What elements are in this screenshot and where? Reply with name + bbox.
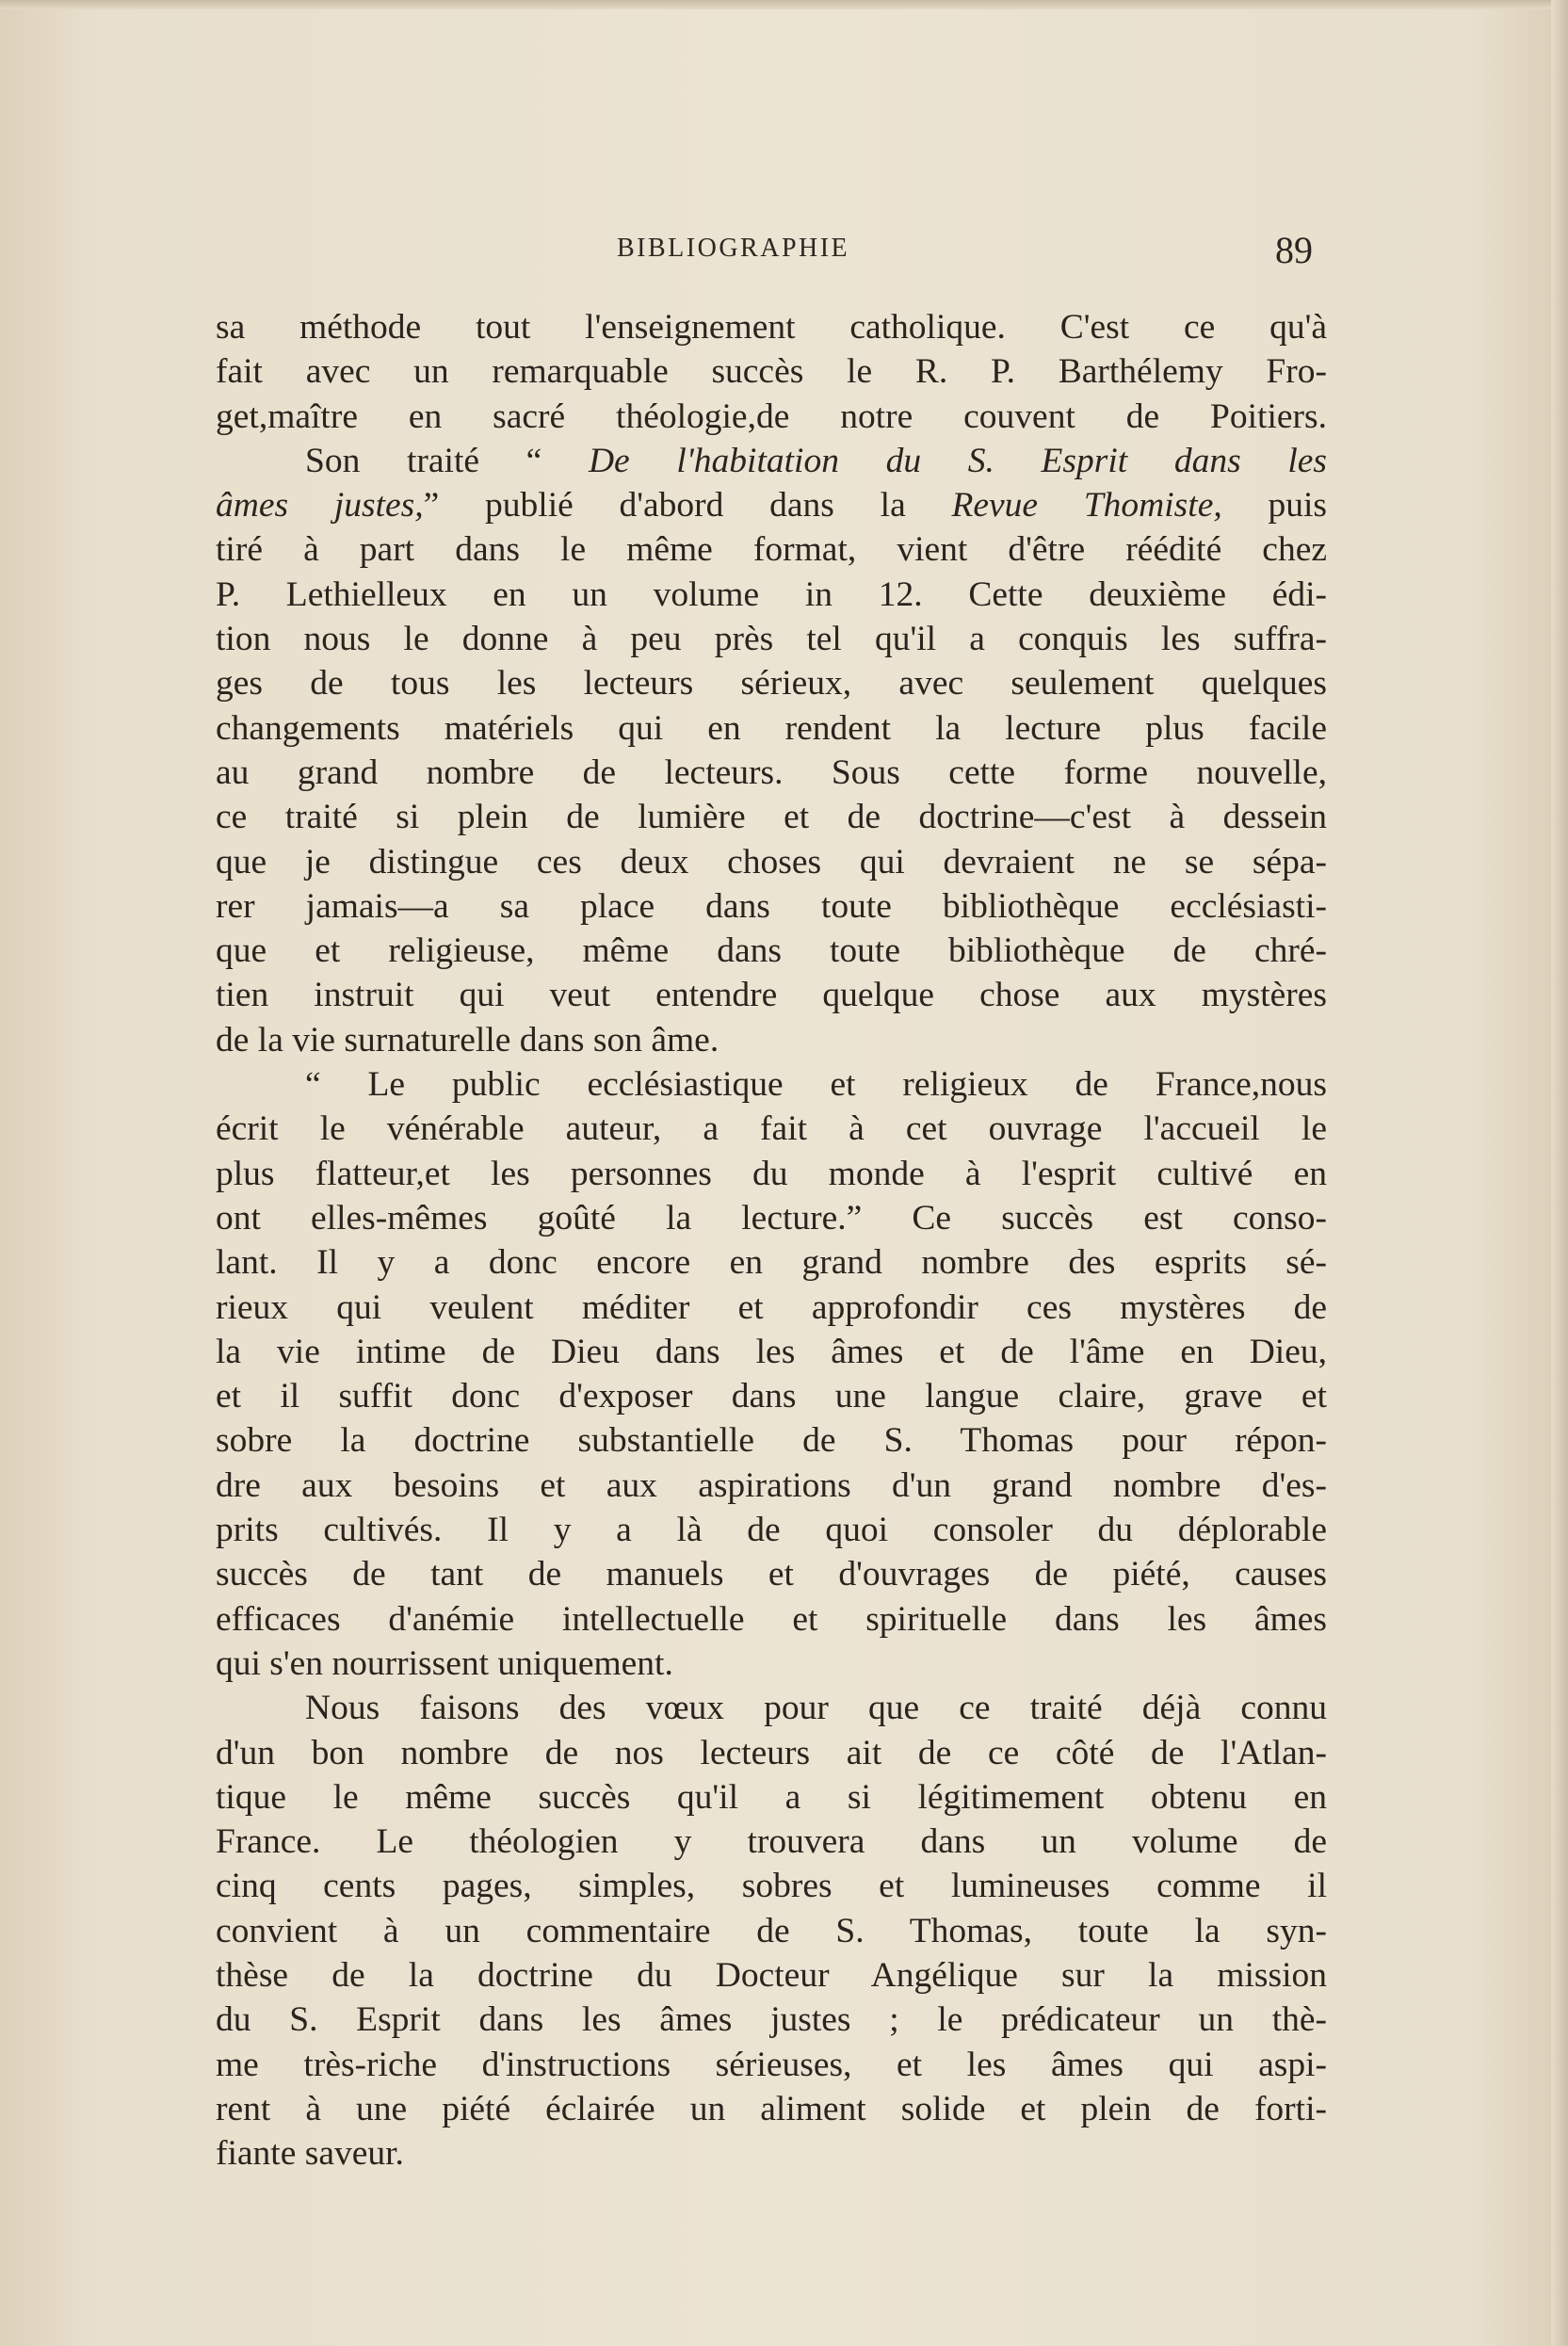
- text-run: Son traité “: [305, 441, 589, 480]
- text-line: et il suffit donc d'exposer dans une langue claire, grave et: [216, 1377, 1327, 1416]
- text-line: plus flatteur,et les personnes du monde à l'esprit cultivé en: [216, 1154, 1327, 1193]
- page-top-edge: [0, 0, 1568, 9]
- text-line: au grand nombre de lecteurs. Sous cette forme nouvelle,: [216, 752, 1327, 792]
- text-line: sa méthode tout l'enseignement catholique. C'est ce qu'à: [216, 308, 1327, 347]
- book-title-italic: De l'habitation du S. Esprit dans les: [588, 441, 1327, 480]
- text-line: du S. Esprit dans les âmes justes ; le prédicateur un thè-: [216, 2000, 1327, 2040]
- text-line: France. Le théologien y trouvera dans un volume de: [216, 1822, 1327, 1862]
- text-line: dre aux besoins et aux aspirations d'un grand nombre d'es-: [216, 1465, 1327, 1505]
- text-line: cinq cents pages, simples, sobres et lumineuses comme il: [216, 1867, 1327, 1906]
- text-line: rieux qui veulent méditer et approfondir ces mystères de: [216, 1287, 1327, 1327]
- text-line: thèse de la doctrine du Docteur Angélique sur la mission: [216, 1955, 1327, 1995]
- journal-title-italic: Revue Thomiste,: [951, 486, 1222, 526]
- text-line: d'un bon nombre de nos lecteurs ait de ce côté de l'Atlan-: [216, 1733, 1327, 1772]
- text-line: écrit le vénérable auteur, a fait à cet ouvrage l'accueil le: [216, 1109, 1327, 1149]
- text-line: [216, 483, 1327, 527]
- text-line: qui s'en nourrissent uniquement.: [216, 1643, 673, 1683]
- text-line: tien instruit qui veut entendre quelque chose aux mystères: [216, 976, 1327, 1015]
- text-line: get,maître en sacré théologie,de notre couvent de Poitiers.: [216, 396, 1327, 436]
- text-line: de la vie surnaturelle dans son âme.: [216, 1020, 719, 1060]
- text-run: ” publié d'abord dans la: [423, 486, 952, 526]
- page-number: 89: [1275, 229, 1313, 271]
- text-line: “ Le public ecclésiastique et religieux de France,nous: [305, 1065, 1327, 1105]
- text-line: efficaces d'anémie intellectuelle et spirituelle dans les âmes: [216, 1599, 1327, 1639]
- text-line: tique le même succès qu'il a si légitimement obtenu en: [216, 1777, 1327, 1817]
- text-line: Nous faisons des vœux pour que ce traité déjà connu: [305, 1689, 1327, 1728]
- text-line: ce traité si plein de lumière et de doctrine—c'est à dessein: [216, 798, 1327, 837]
- body-text: [216, 305, 1327, 2176]
- text-line: lant. Il y a donc encore en grand nombre des esprits sé-: [216, 1243, 1327, 1283]
- running-header: [0, 229, 1568, 271]
- text-line: [216, 439, 1327, 483]
- book-title-italic: âmes justes,: [216, 486, 424, 526]
- text-line: ont elles-mêmes goûté la lecture.” Ce succès est conso-: [216, 1198, 1327, 1238]
- text-line: rer jamais—a sa place dans toute bibliothèque ecclésiasti-: [216, 886, 1327, 926]
- text-line: tion nous le donne à peu près tel qu'il a conquis les suffra-: [216, 620, 1327, 659]
- text-line: succès de tant de manuels et d'ouvrages de piété, causes: [216, 1555, 1327, 1594]
- text-run: puis: [1221, 486, 1327, 526]
- text-line: que je distingue ces deux choses qui devraient ne se sépa-: [216, 842, 1327, 882]
- text-line: prits cultivés. Il y a là de quoi consoler du déplorable: [216, 1511, 1327, 1550]
- text-line: rent à une piété éclairée un aliment solide et plein de forti-: [216, 2089, 1327, 2128]
- text-line: ges de tous les lecteurs sérieux, avec seulement quelques: [216, 664, 1327, 704]
- text-line: P. Lethielleux en un volume in 12. Cette deuxième édi-: [216, 574, 1327, 614]
- text-line: tiré à part dans le même format, vient d'être réédité chez: [216, 530, 1327, 570]
- text-line: convient à un commentaire de S. Thomas, toute la syn-: [216, 1911, 1327, 1950]
- text-line: me très-riche d'instructions sérieuses, et les âmes qui aspi-: [216, 2045, 1327, 2084]
- text-line: que et religieuse, même dans toute bibliothèque de chré-: [216, 931, 1327, 971]
- text-line: fait avec un remarquable succès le R. P. Barthélemy Fro-: [216, 352, 1327, 392]
- text-line: changements matériels qui en rendent la lecture plus facile: [216, 708, 1327, 748]
- text-line: la vie intime de Dieu dans les âmes et de l'âme en Dieu,: [216, 1332, 1327, 1371]
- page-right-edge: [1551, 0, 1568, 2346]
- text-line: fiante saveur.: [216, 2134, 404, 2174]
- running-title: BIBLIOGRAPHIE: [617, 234, 850, 263]
- text-line: sobre la doctrine substantielle de S. Thomas pour répon-: [216, 1421, 1327, 1461]
